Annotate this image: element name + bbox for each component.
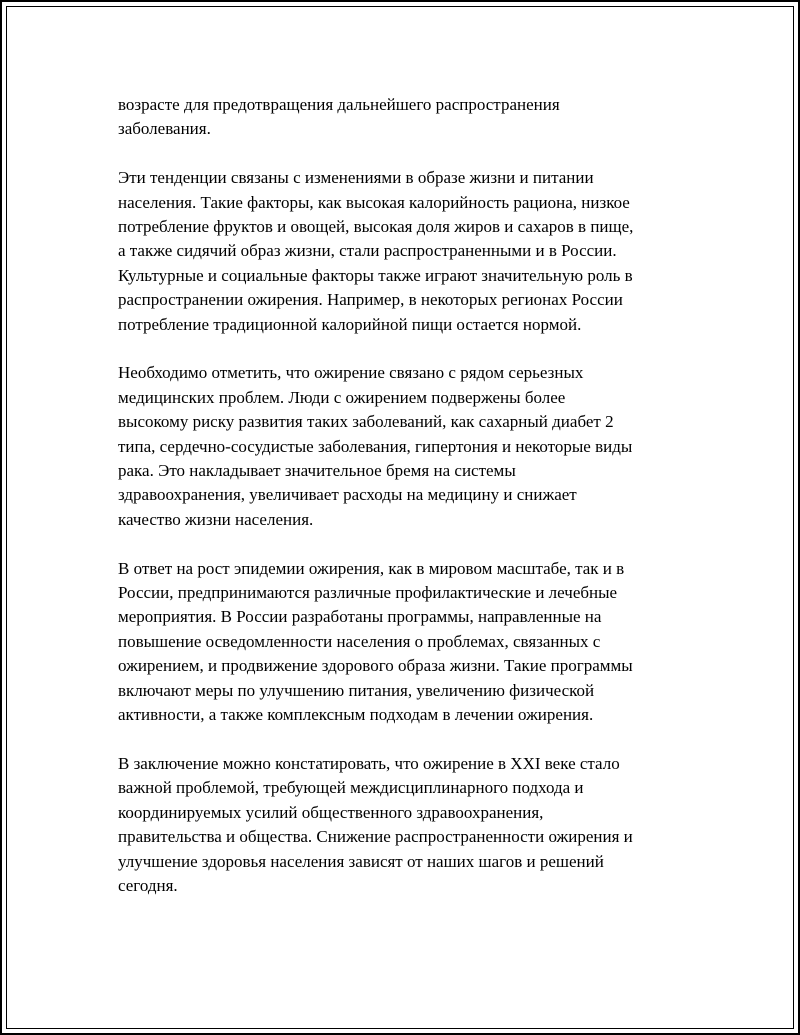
- text-line: мероприятия. В России разработаны программы, направленные на: [118, 607, 602, 627]
- text-line: возрасте для предотвращения дальнейшего распространения: [118, 95, 560, 114]
- paragraph: [118, 557, 698, 728]
- paragraph: [118, 93, 698, 142]
- paragraph: [118, 361, 698, 532]
- text-line: высокому риску развития таких заболеваний, как сахарный диабет 2: [118, 412, 614, 432]
- text-line: типа, сердечно-сосудистые заболевания, гипертония и некоторые виды: [118, 436, 633, 456]
- paragraph: [118, 752, 698, 898]
- text-line: а также сидячий образ жизни, стали распространенными и в России.: [118, 241, 617, 261]
- text-line: Культурные и социальные факторы также играют значительную роль в: [118, 265, 633, 285]
- text-line: В ответ на рост эпидемии ожирения, как в мировом масштабе, так и в: [118, 558, 625, 578]
- text-line: качество жизни населения.: [118, 509, 314, 529]
- text-line: ожирением, и продвижение здорового образа жизни. Такие программы: [118, 656, 633, 676]
- text-line: сегодня.: [118, 875, 178, 895]
- document-body: [118, 93, 698, 923]
- text-line: Необходимо отметить, что ожирение связано с рядом серьезных: [118, 363, 584, 383]
- text-line: заболевания.: [118, 119, 211, 139]
- text-line: улучшение здоровья населения зависят от наших шагов и решений: [118, 851, 604, 871]
- text-line: активности, а также комплексным подходам в лечении ожирения.: [118, 705, 594, 725]
- text-line: здравоохранения, увеличивает расходы на медицину и снижает: [118, 485, 577, 505]
- text-line: населения. Такие факторы, как высокая калорийность рациона, низкое: [118, 192, 630, 212]
- text-line: потребление фруктов и овощей, высокая доля жиров и сахаров в пище,: [118, 217, 634, 237]
- text-line: рака. Это накладывает значительное бремя на системы: [118, 461, 516, 481]
- text-line: потребление традиционной калорийной пищи остается нормой.: [118, 314, 582, 334]
- text-line: Эти тенденции связаны с изменениями в образе жизни и питании: [118, 168, 594, 188]
- text-line: медицинских проблем. Люди с ожирением подвержены более: [118, 387, 566, 407]
- text-line: повышение осведомленности населения о проблемах, связанных с: [118, 631, 601, 651]
- text-line: России, предпринимаются различные профилактические и лечебные: [118, 583, 618, 603]
- text-line: распространении ожирения. Например, в некоторых регионах России: [118, 290, 623, 310]
- text-line: важной проблемой, требующей междисциплинарного подхода и: [118, 778, 584, 798]
- text-line: В заключение можно констатировать, что ожирение в XXI веке стало: [118, 753, 620, 773]
- paragraph: [118, 166, 698, 337]
- text-line: включают меры по улучшению питания, увеличению физической: [118, 680, 595, 700]
- text-line: координируемых усилий общественного здравоохранения,: [118, 802, 544, 822]
- text-line: правительства и общества. Снижение распространенности ожирения и: [118, 827, 633, 847]
